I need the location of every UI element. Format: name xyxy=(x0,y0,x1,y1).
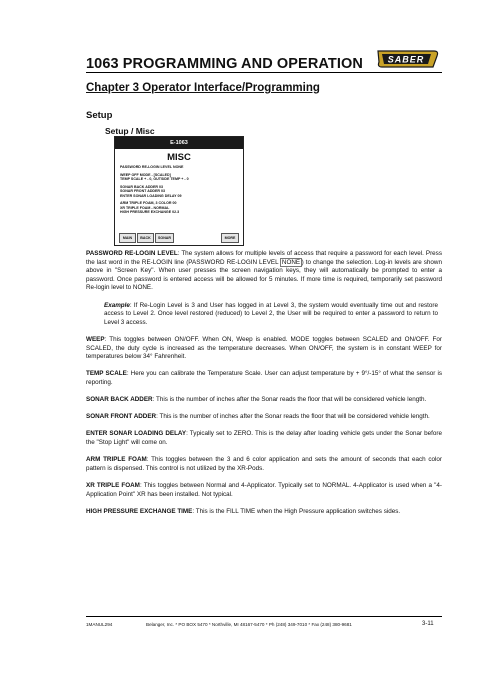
sonar-softkey: SONAR xyxy=(155,233,174,243)
term: TEMP SCALE xyxy=(86,370,127,378)
paragraph-text: : This toggles between ON/OFF. When ON, Weep is enabled. MODE toggles between SCALED and ON/OFF. For SCALED, the duty cycle is increased as the temperature decreases. When ON/OFF, the system is in constant WEEP for temperatures below 34° Fahrenheit. xyxy=(86,335,442,361)
paragraph-text: : The system allows for multiple levels of access that require a password for each level. Press the last word in the RE-LOGIN line (PASSWORD RE-LOGIN LEVEL xyxy=(86,250,442,266)
screen-line: ENTER SONAR LOADING DELAY 09 xyxy=(120,193,182,198)
body-text xyxy=(86,250,442,525)
screen-line: SONAR BACK ADDER 03 xyxy=(120,184,163,189)
paragraph-text: : This toggles between Normal and 4-Applicator. Typically set to NORMAL. 4-Applicator is used when a "4-Application Point" XR has been installed. Not typical. xyxy=(86,482,442,498)
section-heading: Setup xyxy=(86,110,113,121)
sonar-back-paragraph xyxy=(86,396,442,405)
weep-paragraph xyxy=(86,336,442,362)
paragraph-text: : This toggles between the 3 and 6 color application and sets the amount of seconds that each color pattern is dispensed. This control is not utilized by the XR-Pods. xyxy=(86,456,442,472)
paragraph-text: : This is the FILL TIME when the High Pressure application switches sides. xyxy=(192,507,401,515)
high-pressure-paragraph xyxy=(86,508,442,517)
more-softkey: MORE xyxy=(221,233,239,243)
footer-rule xyxy=(86,616,442,617)
misc-screen-figure xyxy=(114,136,244,246)
header-rule xyxy=(86,72,442,73)
password-paragraph xyxy=(86,250,442,293)
xr-triple-foam-paragraph xyxy=(86,482,442,499)
term: HIGH PRESSURE EXCHANGE TIME xyxy=(86,507,193,515)
temp-scale-paragraph xyxy=(86,370,442,387)
term: ENTER SONAR LOADING DELAY xyxy=(86,430,187,438)
screen-line: ARM TRIPLE FOAM, 3 COLOR 00 xyxy=(120,201,177,205)
term: Example xyxy=(104,301,130,309)
chapter-heading: Chapter 3 Operator Interface/Programming xyxy=(86,82,320,94)
screen-title: MISC xyxy=(167,152,191,163)
subsection-heading: Setup / Misc xyxy=(105,126,155,136)
sonar-front-paragraph xyxy=(86,413,442,422)
sonar-delay-paragraph xyxy=(86,430,442,447)
screen-line: TEMP SCALE + - 0, OUTSIDE TEMP + - 0 xyxy=(120,177,189,181)
term: SONAR BACK ADDER xyxy=(86,396,153,404)
term: ARM TRIPLE FOAM xyxy=(86,456,147,464)
term: XR TRIPLE FOAM xyxy=(86,482,140,490)
screen-line: PASSWORD RE-LOGIN LEVEL NONE xyxy=(120,165,184,169)
example-paragraph xyxy=(104,302,438,328)
screen-line: XR TRIPLE FOAM - NORMAL xyxy=(120,205,170,210)
saber-logo xyxy=(376,48,440,70)
paragraph-text: : Typically set to ZERO. This is the delay after loading vehicle gets under the Sonar before the "Stop Light" will come on. xyxy=(86,430,442,447)
screen-settings-list xyxy=(120,165,240,215)
page-header-title: 1063 PROGRAMMING AND OPERATION xyxy=(86,56,363,72)
screen-softkeys xyxy=(117,233,241,242)
screen-line: SONAR FRONT ADDER 03 xyxy=(120,189,165,193)
paragraph-text: : Here you can calibrate the Temperature Scale. User can adjust temperature by + 9°/-15° of what the sensor is reporting. xyxy=(86,370,443,386)
term: PASSWORD RE-LOGIN LEVEL xyxy=(86,250,178,257)
footer-address: Belanger, Inc. * PO BOX 5470 * Northville, MI 48167-5470 * Ph (248) 349-7010 * Fax (248) 380-9681 xyxy=(146,622,352,627)
main-softkey: MAIN xyxy=(119,233,136,243)
paragraph-text: : If Re-Login Level is 3 and User has logged in at Level 3, the system would eventually time out and restore access to Level 2. Once level restored (reduced) to Level 2, the User will be required to enter a password to return to Level 3 access. xyxy=(104,301,438,326)
paragraph-text: : This is the number of inches after the Sonar reads the floor that will be considered vehicle length. xyxy=(152,396,427,404)
screen-title-bar: E-1063 xyxy=(115,137,243,149)
footer-manual-number: 1MANUL294 xyxy=(86,622,113,627)
paragraph-text: : This is the number of inches after the Sonar reads the floor that will be considered vehicle length. xyxy=(156,413,430,421)
paragraph-text: ) to change the selection. Log-in levels are shown above in "Screen Key". When user presses the screen navigation keys, they will automatically be prompted to enter a password. Once password is entered access will be allowed for 5 minutes. If more time is required, temporarily set password Re-login level to NONE. xyxy=(86,258,442,292)
highlighted-word: NONE xyxy=(281,258,301,266)
term: SONAR FRONT ADDER xyxy=(86,413,157,421)
arm-triple-foam-paragraph xyxy=(86,456,442,473)
term: WEEP xyxy=(86,335,105,343)
screen-line: HIGH PRESSURE EXCHANGE 02.3 xyxy=(120,210,180,214)
footer-page-number: 3-11 xyxy=(422,621,434,627)
back-softkey: BACK xyxy=(137,233,154,243)
svg-text:SABER: SABER xyxy=(387,54,425,65)
screen-line: WEEP OFF MODE - [SCALED] xyxy=(120,172,171,177)
